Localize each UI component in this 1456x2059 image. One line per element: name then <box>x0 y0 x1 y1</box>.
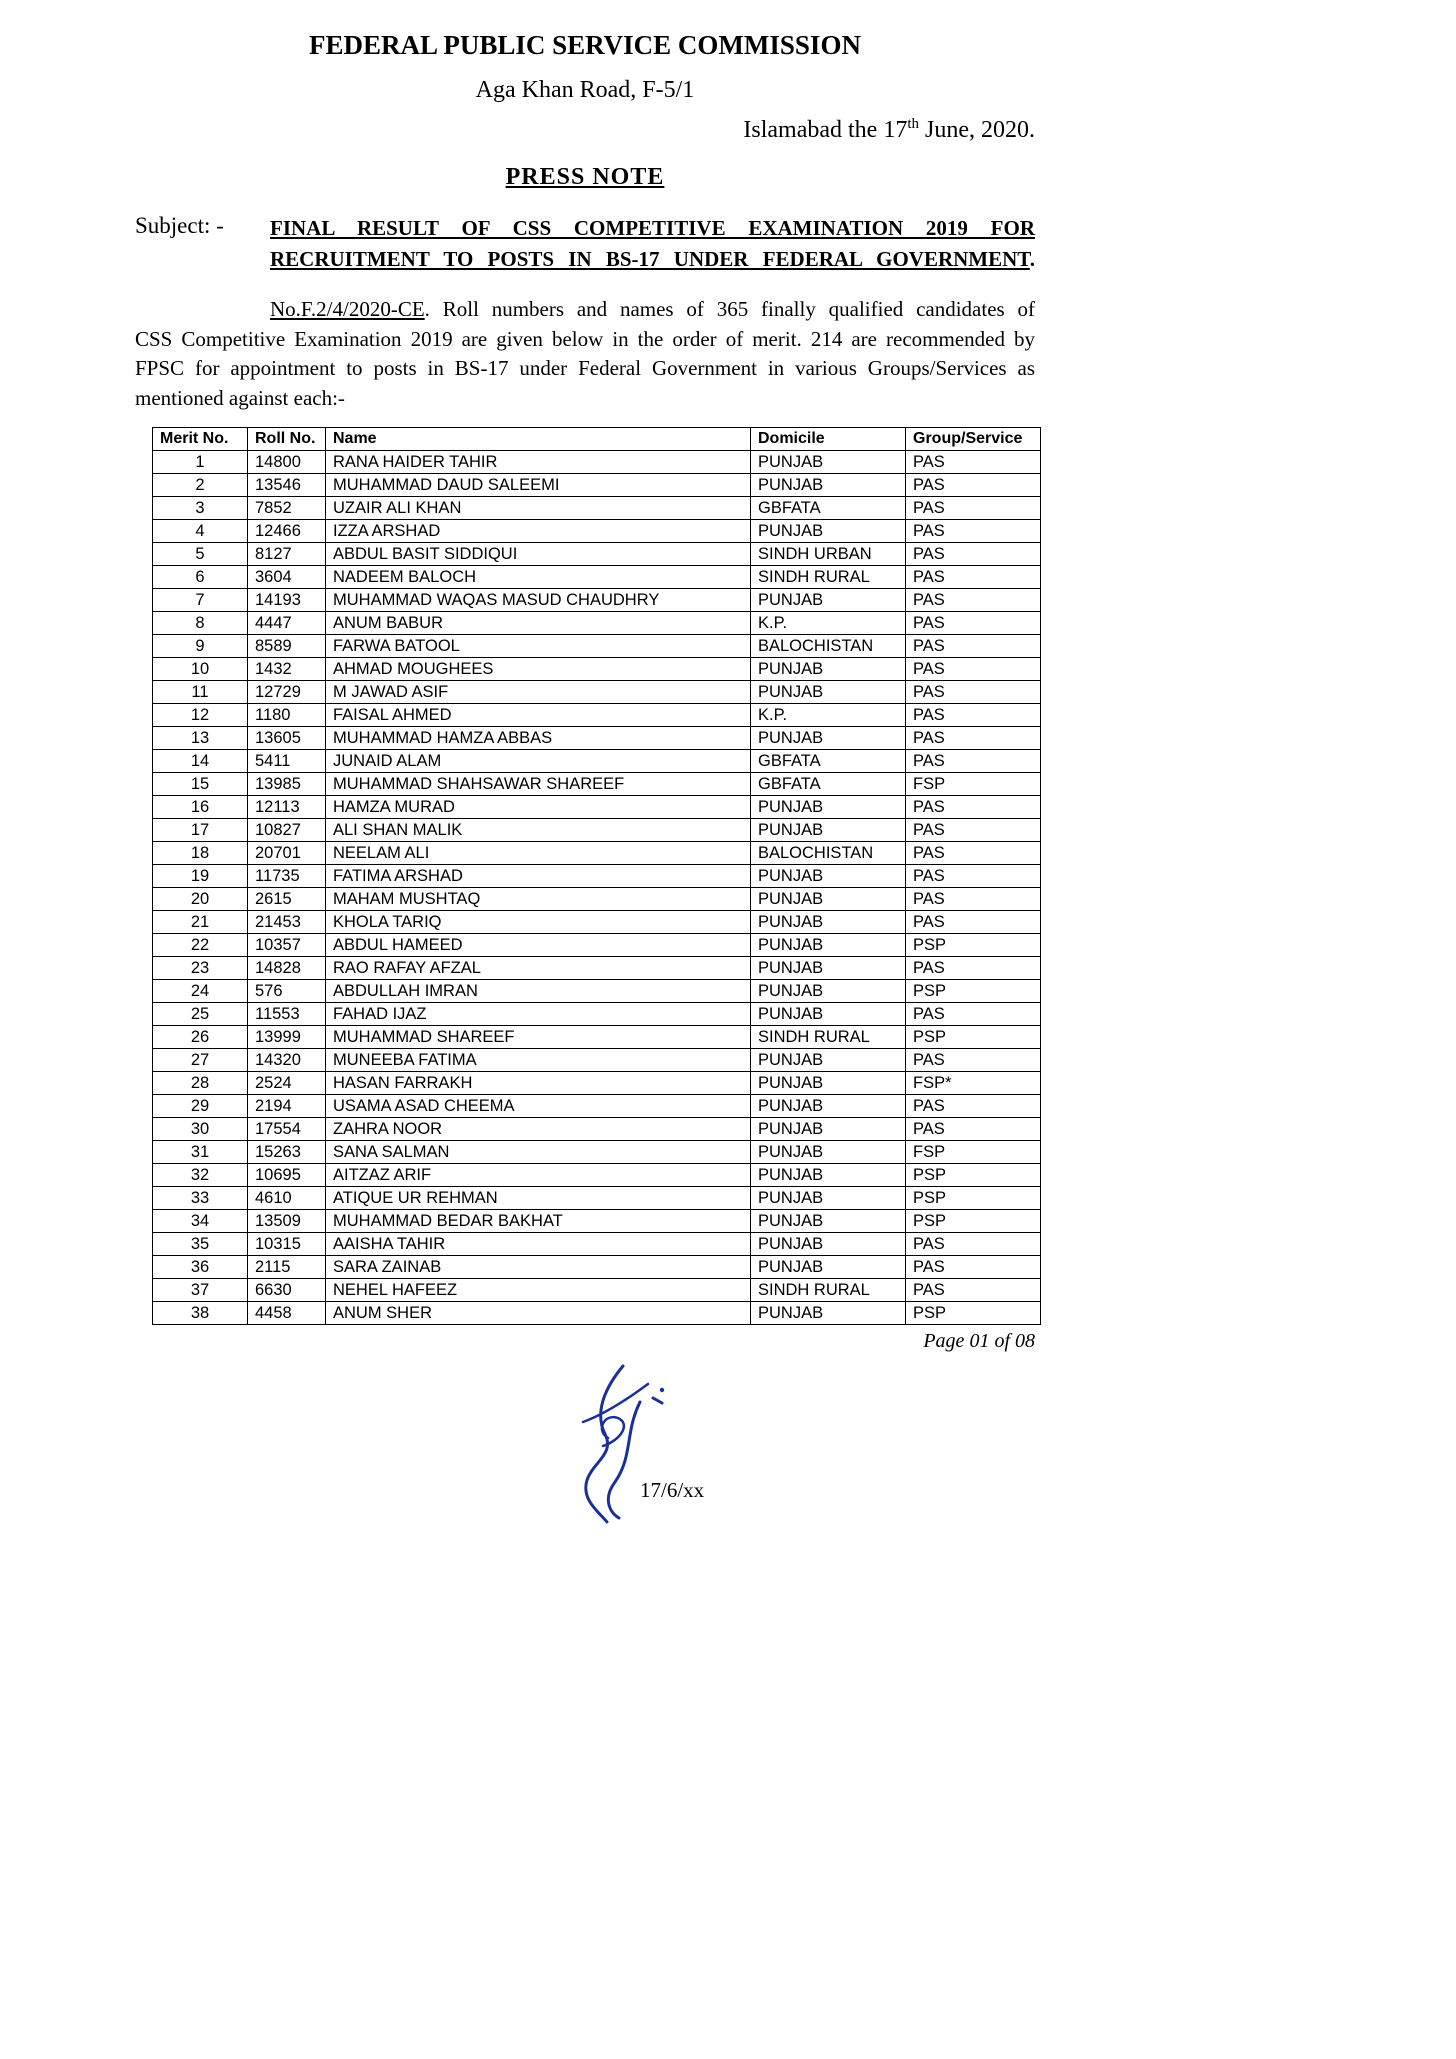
date-prefix: Islamabad the 17 <box>743 117 908 143</box>
group-service-cell: FSP* <box>906 1072 1041 1095</box>
domicile-cell: GBFATA <box>751 750 906 773</box>
table-row <box>153 1141 1041 1164</box>
table-row <box>153 1003 1041 1026</box>
roll-no-cell: 10357 <box>248 934 326 957</box>
table-row <box>153 1072 1041 1095</box>
roll-no-cell: 5411 <box>248 750 326 773</box>
table-row <box>153 635 1041 658</box>
roll-no-cell: 2524 <box>248 1072 326 1095</box>
name-cell: MUHAMMAD BEDAR BAKHAT <box>326 1210 751 1233</box>
table-row <box>153 1118 1041 1141</box>
domicile-cell: PUNJAB <box>751 681 906 704</box>
body-paragraph <box>135 295 1035 413</box>
domicile-cell: PUNJAB <box>751 819 906 842</box>
roll-no-cell: 15263 <box>248 1141 326 1164</box>
page-number: Page 01 of 08 <box>923 1330 1035 1352</box>
name-cell: FAISAL AHMED <box>326 704 751 727</box>
domicile-cell: PUNJAB <box>751 1187 906 1210</box>
group-service-cell: PAS <box>906 681 1041 704</box>
merit-no-cell: 15 <box>153 773 248 796</box>
table-row <box>153 980 1041 1003</box>
table-row <box>153 566 1041 589</box>
roll-no-cell: 13985 <box>248 773 326 796</box>
merit-no-cell: 9 <box>153 635 248 658</box>
roll-no-cell: 4610 <box>248 1187 326 1210</box>
merit-no-cell: 37 <box>153 1279 248 1302</box>
table-row <box>153 1279 1041 1302</box>
domicile-cell: PUNJAB <box>751 1118 906 1141</box>
group-service-cell: PSP <box>906 1210 1041 1233</box>
results-table-body <box>153 451 1041 1325</box>
roll-no-cell: 14828 <box>248 957 326 980</box>
table-row <box>153 842 1041 865</box>
name-cell: MUHAMMAD SHAHSAWAR SHAREEF <box>326 773 751 796</box>
domicile-cell: PUNJAB <box>751 589 906 612</box>
roll-no-cell: 21453 <box>248 911 326 934</box>
name-cell: FAHAD IJAZ <box>326 1003 751 1026</box>
merit-no-cell: 19 <box>153 865 248 888</box>
name-cell: HASAN FARRAKH <box>326 1072 751 1095</box>
name-cell: RAO RAFAY AFZAL <box>326 957 751 980</box>
group-service-cell: PAS <box>906 635 1041 658</box>
merit-no-cell: 10 <box>153 658 248 681</box>
merit-no-cell: 33 <box>153 1187 248 1210</box>
table-row <box>153 1026 1041 1049</box>
merit-no-cell: 21 <box>153 911 248 934</box>
subject-text <box>270 213 1035 275</box>
name-cell: ATIQUE UR REHMAN <box>326 1187 751 1210</box>
address-line: Aga Khan Road, F-5/1 <box>475 77 695 103</box>
domicile-cell: K.P. <box>751 612 906 635</box>
group-service-cell: PAS <box>906 497 1041 520</box>
roll-no-cell: 13999 <box>248 1026 326 1049</box>
document-content <box>135 0 1035 1353</box>
reference-number: No.F.2/4/2020-CE <box>270 297 425 321</box>
merit-no-cell: 24 <box>153 980 248 1003</box>
name-cell: ABDUL HAMEED <box>326 934 751 957</box>
roll-no-cell: 12113 <box>248 796 326 819</box>
roll-no-cell: 8589 <box>248 635 326 658</box>
roll-no-cell: 1180 <box>248 704 326 727</box>
group-service-cell: PAS <box>906 1256 1041 1279</box>
group-service-cell: PAS <box>906 589 1041 612</box>
name-cell: ANUM BABUR <box>326 612 751 635</box>
roll-no-cell: 10827 <box>248 819 326 842</box>
roll-no-cell: 10315 <box>248 1233 326 1256</box>
table-row <box>153 796 1041 819</box>
group-service-cell: PAS <box>906 957 1041 980</box>
name-cell: MUNEEBA FATIMA <box>326 1049 751 1072</box>
merit-no-cell: 7 <box>153 589 248 612</box>
col-header-merit-no: Merit No. <box>153 428 248 451</box>
name-cell: M JAWAD ASIF <box>326 681 751 704</box>
merit-no-cell: 35 <box>153 1233 248 1256</box>
domicile-cell: PUNJAB <box>751 520 906 543</box>
merit-no-cell: 6 <box>153 566 248 589</box>
roll-no-cell: 6630 <box>248 1279 326 1302</box>
group-service-cell: PAS <box>906 1003 1041 1026</box>
domicile-cell: PUNJAB <box>751 980 906 1003</box>
group-service-cell: PAS <box>906 1118 1041 1141</box>
domicile-cell: PUNJAB <box>751 957 906 980</box>
table-row <box>153 1233 1041 1256</box>
merit-no-cell: 29 <box>153 1095 248 1118</box>
signature-caption: 17/6/xx <box>640 1478 705 1502</box>
table-row <box>153 520 1041 543</box>
domicile-cell: PUNJAB <box>751 865 906 888</box>
subject-label: Subject: - <box>135 213 224 238</box>
name-cell: AAISHA TAHIR <box>326 1233 751 1256</box>
table-header-row <box>153 428 1041 451</box>
domicile-cell: SINDH RURAL <box>751 566 906 589</box>
name-cell: RANA HAIDER TAHIR <box>326 451 751 474</box>
domicile-cell: SINDH URBAN <box>751 543 906 566</box>
col-header-name: Name <box>326 428 751 451</box>
merit-no-cell: 14 <box>153 750 248 773</box>
name-cell: NEHEL HAFEEZ <box>326 1279 751 1302</box>
table-row <box>153 911 1041 934</box>
name-cell: FARWA BATOOL <box>326 635 751 658</box>
roll-no-cell: 7852 <box>248 497 326 520</box>
merit-no-cell: 3 <box>153 497 248 520</box>
table-row <box>153 681 1041 704</box>
group-service-cell: PAS <box>906 704 1041 727</box>
merit-no-cell: 5 <box>153 543 248 566</box>
table-row <box>153 1164 1041 1187</box>
name-cell: AHMAD MOUGHEES <box>326 658 751 681</box>
table-row <box>153 1187 1041 1210</box>
merit-no-cell: 11 <box>153 681 248 704</box>
roll-no-cell: 20701 <box>248 842 326 865</box>
domicile-cell: PUNJAB <box>751 451 906 474</box>
group-service-cell: PSP <box>906 980 1041 1003</box>
domicile-cell: PUNJAB <box>751 1072 906 1095</box>
group-service-cell: PAS <box>906 819 1041 842</box>
merit-no-cell: 12 <box>153 704 248 727</box>
group-service-cell: PAS <box>906 451 1041 474</box>
signature-icon <box>545 1360 685 1535</box>
roll-no-cell: 4447 <box>248 612 326 635</box>
merit-no-cell: 17 <box>153 819 248 842</box>
group-service-cell: PAS <box>906 612 1041 635</box>
table-row <box>153 451 1041 474</box>
domicile-cell: PUNJAB <box>751 474 906 497</box>
domicile-cell: PUNJAB <box>751 1302 906 1325</box>
merit-no-cell: 23 <box>153 957 248 980</box>
domicile-cell: PUNJAB <box>751 1256 906 1279</box>
table-row <box>153 704 1041 727</box>
roll-no-cell: 12729 <box>248 681 326 704</box>
table-row <box>153 658 1041 681</box>
roll-no-cell: 12466 <box>248 520 326 543</box>
domicile-cell: PUNJAB <box>751 1210 906 1233</box>
merit-no-cell: 20 <box>153 888 248 911</box>
roll-no-cell: 576 <box>248 980 326 1003</box>
roll-no-cell: 8127 <box>248 543 326 566</box>
domicile-cell: PUNJAB <box>751 1164 906 1187</box>
roll-no-cell: 2615 <box>248 888 326 911</box>
group-service-cell: PAS <box>906 911 1041 934</box>
table-row <box>153 888 1041 911</box>
domicile-cell: PUNJAB <box>751 1233 906 1256</box>
group-service-cell: PAS <box>906 865 1041 888</box>
domicile-cell: K.P. <box>751 704 906 727</box>
merit-no-cell: 26 <box>153 1026 248 1049</box>
name-cell: SARA ZAINAB <box>326 1256 751 1279</box>
name-cell: SANA SALMAN <box>326 1141 751 1164</box>
domicile-cell: PUNJAB <box>751 911 906 934</box>
domicile-cell: SINDH RURAL <box>751 1279 906 1302</box>
merit-no-cell: 8 <box>153 612 248 635</box>
group-service-cell: PAS <box>906 474 1041 497</box>
subject-block <box>135 213 1035 275</box>
results-table <box>152 427 1041 1325</box>
name-cell: ABDUL BASIT SIDDIQUI <box>326 543 751 566</box>
name-cell: ABDULLAH IMRAN <box>326 980 751 1003</box>
group-service-cell: PSP <box>906 1302 1041 1325</box>
merit-no-cell: 2 <box>153 474 248 497</box>
body-line-3: FPSC for appointment to posts in BS-17 under Federal Government in various Groups/Services as <box>135 356 1035 380</box>
merit-no-cell: 36 <box>153 1256 248 1279</box>
date-suffix: June, 2020. <box>919 117 1035 143</box>
col-header-domicile: Domicile <box>751 428 906 451</box>
merit-no-cell: 32 <box>153 1164 248 1187</box>
table-row <box>153 865 1041 888</box>
group-service-cell: FSP <box>906 1141 1041 1164</box>
group-service-cell: PAS <box>906 796 1041 819</box>
group-service-cell: PAS <box>906 1279 1041 1302</box>
roll-no-cell: 17554 <box>248 1118 326 1141</box>
table-row <box>153 1049 1041 1072</box>
group-service-cell: PAS <box>906 842 1041 865</box>
table-row <box>153 934 1041 957</box>
merit-no-cell: 1 <box>153 451 248 474</box>
merit-no-cell: 34 <box>153 1210 248 1233</box>
name-cell: MUHAMMAD HAMZA ABBAS <box>326 727 751 750</box>
domicile-cell: PUNJAB <box>751 1095 906 1118</box>
roll-no-cell: 10695 <box>248 1164 326 1187</box>
body-line-1: No.F.2/4/2020-CE. Roll numbers and names of 365 finally qualified candidates of <box>270 297 1035 321</box>
subject-period: . <box>1029 247 1035 271</box>
merit-no-cell: 28 <box>153 1072 248 1095</box>
domicile-cell: GBFATA <box>751 497 906 520</box>
group-service-cell: PAS <box>906 1095 1041 1118</box>
merit-no-cell: 27 <box>153 1049 248 1072</box>
roll-no-cell: 11735 <box>248 865 326 888</box>
group-service-cell: PAS <box>906 566 1041 589</box>
merit-no-cell: 30 <box>153 1118 248 1141</box>
roll-no-cell: 14193 <box>248 589 326 612</box>
merit-no-cell: 25 <box>153 1003 248 1026</box>
date-superscript: th <box>907 116 919 132</box>
name-cell: FATIMA ARSHAD <box>326 865 751 888</box>
group-service-cell: PAS <box>906 727 1041 750</box>
table-row <box>153 1095 1041 1118</box>
table-row <box>153 497 1041 520</box>
name-cell: MUHAMMAD SHAREEF <box>326 1026 751 1049</box>
roll-no-cell: 13509 <box>248 1210 326 1233</box>
subject-line-2: RECRUITMENT TO POSTS IN BS-17 UNDER FEDERAL GOVERNMENT. <box>270 247 1035 271</box>
domicile-cell: PUNJAB <box>751 727 906 750</box>
table-row <box>153 1256 1041 1279</box>
group-service-cell: PAS <box>906 888 1041 911</box>
domicile-cell: PUNJAB <box>751 934 906 957</box>
domicile-cell: PUNJAB <box>751 888 906 911</box>
body-line-4: mentioned against each:- <box>135 385 345 410</box>
name-cell: MUHAMMAD WAQAS MASUD CHAUDHRY <box>326 589 751 612</box>
group-service-cell: PSP <box>906 934 1041 957</box>
group-service-cell: PAS <box>906 658 1041 681</box>
name-cell: MAHAM MUSHTAQ <box>326 888 751 911</box>
table-row <box>153 727 1041 750</box>
roll-no-cell: 4458 <box>248 1302 326 1325</box>
name-cell: NADEEM BALOCH <box>326 566 751 589</box>
merit-no-cell: 38 <box>153 1302 248 1325</box>
org-title: FEDERAL PUBLIC SERVICE COMMISSION <box>309 30 861 60</box>
signature-block <box>545 1360 805 1540</box>
name-cell: ZAHRA NOOR <box>326 1118 751 1141</box>
group-service-cell: PAS <box>906 1233 1041 1256</box>
table-row <box>153 773 1041 796</box>
subject-line-1: FINAL RESULT OF CSS COMPETITIVE EXAMINATION 2019 FOR <box>270 216 1035 240</box>
roll-no-cell: 13605 <box>248 727 326 750</box>
roll-no-cell: 14320 <box>248 1049 326 1072</box>
merit-no-cell: 13 <box>153 727 248 750</box>
table-row <box>153 750 1041 773</box>
domicile-cell: PUNJAB <box>751 1049 906 1072</box>
group-service-cell: PSP <box>906 1164 1041 1187</box>
name-cell: UZAIR ALI KHAN <box>326 497 751 520</box>
roll-no-cell: 13546 <box>248 474 326 497</box>
table-row <box>153 543 1041 566</box>
domicile-cell: PUNJAB <box>751 796 906 819</box>
roll-no-cell: 1432 <box>248 658 326 681</box>
date-line <box>135 116 1035 144</box>
name-cell: USAMA ASAD CHEEMA <box>326 1095 751 1118</box>
roll-no-cell: 2194 <box>248 1095 326 1118</box>
domicile-cell: PUNJAB <box>751 1141 906 1164</box>
group-service-cell: PSP <box>906 1187 1041 1210</box>
merit-no-cell: 18 <box>153 842 248 865</box>
group-service-cell: PAS <box>906 543 1041 566</box>
name-cell: NEELAM ALI <box>326 842 751 865</box>
name-cell: IZZA ARSHAD <box>326 520 751 543</box>
merit-no-cell: 31 <box>153 1141 248 1164</box>
table-row <box>153 612 1041 635</box>
name-cell: AITZAZ ARIF <box>326 1164 751 1187</box>
group-service-cell: PAS <box>906 1049 1041 1072</box>
col-header-group-service: Group/Service <box>906 428 1041 451</box>
table-row <box>153 474 1041 497</box>
roll-no-cell: 2115 <box>248 1256 326 1279</box>
roll-no-cell: 3604 <box>248 566 326 589</box>
merit-no-cell: 4 <box>153 520 248 543</box>
table-row <box>153 589 1041 612</box>
group-service-cell: FSP <box>906 773 1041 796</box>
merit-no-cell: 16 <box>153 796 248 819</box>
domicile-cell: GBFATA <box>751 773 906 796</box>
body-line-2: CSS Competitive Examination 2019 are given below in the order of merit. 214 are recommended by <box>135 326 1035 351</box>
name-cell: JUNAID ALAM <box>326 750 751 773</box>
domicile-cell: BALOCHISTAN <box>751 842 906 865</box>
roll-no-cell: 11553 <box>248 1003 326 1026</box>
press-note-heading: PRESS NOTE <box>505 164 665 190</box>
table-row <box>153 819 1041 842</box>
name-cell: MUHAMMAD DAUD SALEEMI <box>326 474 751 497</box>
col-header-roll-no: Roll No. <box>248 428 326 451</box>
table-row <box>153 957 1041 980</box>
group-service-cell: PAS <box>906 750 1041 773</box>
domicile-cell: PUNJAB <box>751 1003 906 1026</box>
domicile-cell: SINDH RURAL <box>751 1026 906 1049</box>
domicile-cell: PUNJAB <box>751 658 906 681</box>
table-row <box>153 1302 1041 1325</box>
merit-no-cell: 22 <box>153 934 248 957</box>
group-service-cell: PAS <box>906 520 1041 543</box>
name-cell: HAMZA MURAD <box>326 796 751 819</box>
name-cell: ANUM SHER <box>326 1302 751 1325</box>
name-cell: ALI SHAN MALIK <box>326 819 751 842</box>
name-cell: KHOLA TARIQ <box>326 911 751 934</box>
roll-no-cell: 14800 <box>248 451 326 474</box>
table-row <box>153 1210 1041 1233</box>
domicile-cell: BALOCHISTAN <box>751 635 906 658</box>
group-service-cell: PSP <box>906 1026 1041 1049</box>
